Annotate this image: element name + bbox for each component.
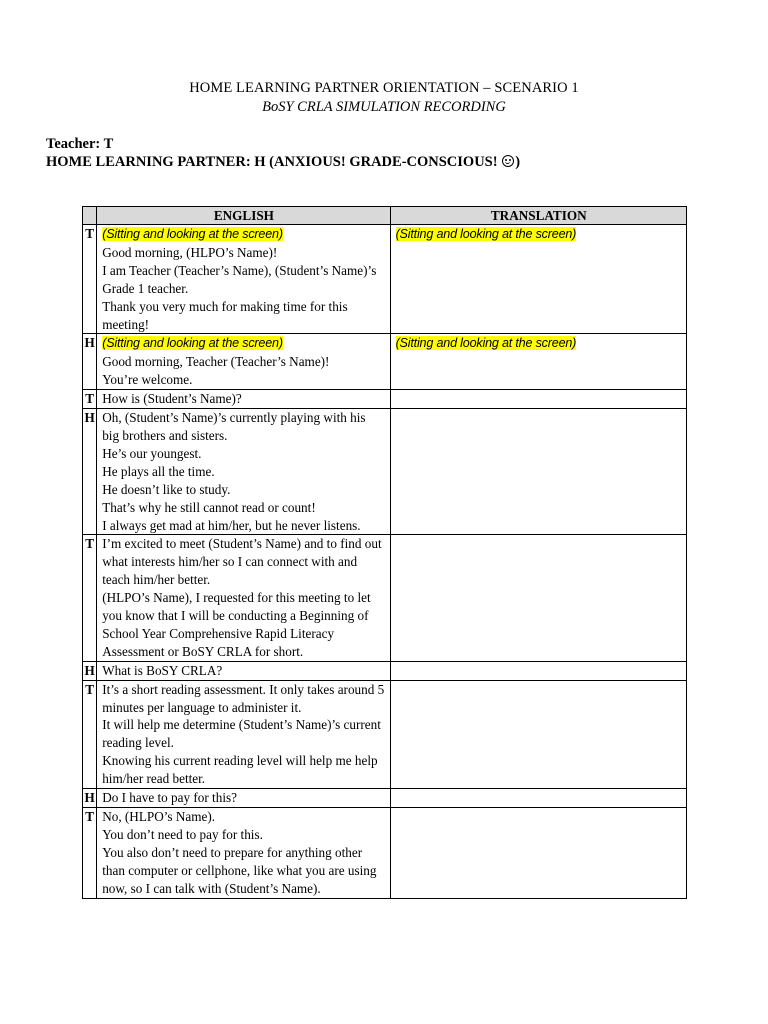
english-cell xyxy=(97,390,390,409)
speaker-cell: T xyxy=(83,680,97,788)
stage-direction-note: (Sitting and looking at the screen) xyxy=(102,336,283,351)
speaker-cell: T xyxy=(83,390,97,409)
table-header-row xyxy=(83,207,687,225)
partner-legend-text: HOME LEARNING PARTNER: H (ANXIOUS! GRADE-CONSCIOUS! xyxy=(46,154,502,170)
speaker-cell: T xyxy=(83,808,97,899)
english-cell xyxy=(97,661,390,680)
translation-cell xyxy=(390,789,686,808)
dialogue-text: I’m excited to meet (Student’s Name) and to find out what interests him/her so I can connect with and teach him/her better. (HLPO’s Name), I requested for this meeting to let you know that I will be conducting a Beginning of School Year Comprehensive Rapid Literacy Assessment or BoSY CRLA for short. xyxy=(102,536,382,659)
english-cell xyxy=(97,225,390,334)
document-title: HOME LEARNING PARTNER ORIENTATION – SCENARIO 1 xyxy=(189,80,579,96)
dialogue-text: No, (HLPO’s Name). You don’t need to pay for this. You also don’t need to prepare for anything other than computer or cellphone, like what you are using now, so I can talk with (Student’s Name). xyxy=(102,809,377,896)
english-cell xyxy=(97,789,390,808)
speaker-cell: H xyxy=(83,661,97,680)
teacher-legend: Teacher: T xyxy=(46,136,114,152)
speaker-cell: H xyxy=(83,789,97,808)
translation-cell xyxy=(390,808,686,899)
speaker-cell: H xyxy=(83,334,97,390)
stage-direction-note: (Sitting and looking at the screen) xyxy=(395,336,577,351)
dialogue-text: Do I have to pay for this? xyxy=(102,790,237,806)
translation-cell xyxy=(390,225,686,334)
smiley-face-icon xyxy=(502,155,514,167)
stage-direction-note: (Sitting and looking at the screen) xyxy=(102,227,283,241)
partner-legend xyxy=(46,154,520,171)
dialogue-text: It’s a short reading assessment. It only takes around 5 minutes per language to administer it. It will help me determine (Student’s Name)’s current reading level. Knowing his current reading level will help me help him/her read better. xyxy=(102,681,385,787)
speaker-cell: H xyxy=(83,409,97,535)
table-row xyxy=(83,334,687,390)
english-cell xyxy=(97,808,390,899)
dialogue-text: How is (Student’s Name)? xyxy=(102,391,242,407)
dialogue-text: Oh, (Student’s Name)’s currently playing with his big brothers and sisters. He’s our youngest. He plays all the time. He doesn’t like to study. That’s why he still cannot read or count! I always get mad at him/her, but he never listens. xyxy=(102,410,366,533)
translation-cell xyxy=(390,535,686,661)
table-row xyxy=(83,661,687,680)
translation-cell xyxy=(390,680,686,788)
dialogue-text: What is BoSY CRLA? xyxy=(102,662,223,678)
dialogue-table xyxy=(82,206,687,899)
translation-cell xyxy=(390,661,686,680)
english-cell xyxy=(97,409,390,535)
dialogue-text: Good morning, (HLPO’s Name)! I am Teacher (Teacher’s Name), (Student’s Name)’s Grade 1 teacher. Thank you very much for making time for this meeting! xyxy=(102,244,377,332)
table-row xyxy=(83,680,687,788)
translation-cell xyxy=(390,390,686,409)
table-row xyxy=(83,789,687,808)
dialogue-text: Good morning, Teacher (Teacher’s Name)! You’re welcome. xyxy=(102,354,330,388)
stage-direction-note: (Sitting and looking at the screen) xyxy=(395,227,577,241)
partner-legend-close: ) xyxy=(515,154,521,170)
document-subtitle: BoSY CRLA SIMULATION RECORDING xyxy=(262,99,506,115)
english-cell xyxy=(97,334,390,390)
table-body xyxy=(83,225,687,899)
translation-cell xyxy=(390,334,686,390)
header-translation: TRANSLATION xyxy=(390,207,686,225)
translation-cell xyxy=(390,409,686,535)
table-row xyxy=(83,808,687,899)
table-row xyxy=(83,225,687,334)
table-row xyxy=(83,535,687,661)
table-row xyxy=(83,409,687,535)
header-speaker xyxy=(83,207,97,225)
table-row xyxy=(83,390,687,409)
english-cell xyxy=(97,680,390,788)
speaker-cell: T xyxy=(83,225,97,334)
speaker-cell: T xyxy=(83,535,97,661)
english-cell xyxy=(97,535,390,661)
header-english: ENGLISH xyxy=(97,207,390,225)
